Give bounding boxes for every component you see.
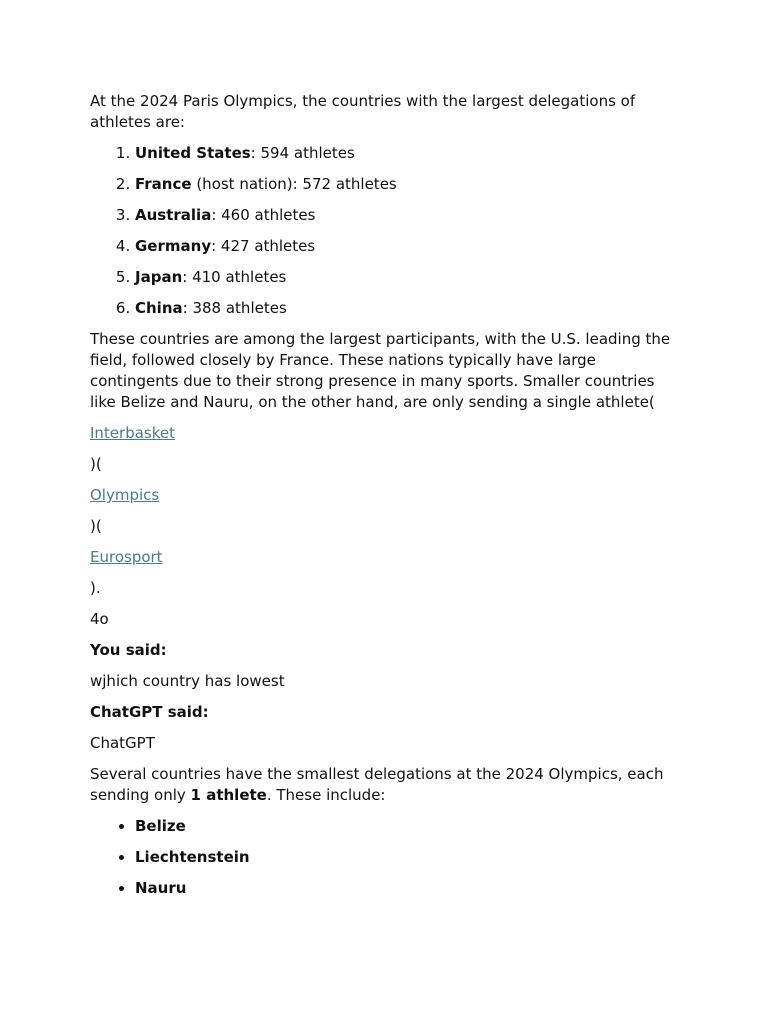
country-detail: (host nation): 572 athletes (191, 175, 397, 193)
country-name: Germany (135, 237, 212, 255)
user-message: wjhich country has lowest (90, 672, 285, 690)
source-separator: ). (90, 579, 101, 597)
assistant-heading: ChatGPT said: (90, 703, 209, 721)
source-link-olympics[interactable]: Olympics (90, 486, 160, 504)
answer-emphasis: 1 athlete (190, 786, 267, 804)
source-link-interbasket[interactable]: Interbasket (90, 424, 175, 442)
country-name: Australia (135, 206, 212, 224)
list-item (135, 267, 680, 288)
list-item (135, 143, 680, 164)
country-detail: : 410 athletes (182, 268, 287, 286)
list-item (135, 205, 680, 226)
country-name: Japan (135, 268, 183, 286)
country-name: France (135, 175, 192, 193)
country-name: Liechtenstein (135, 848, 250, 866)
country-detail: : 388 athletes (182, 299, 287, 317)
country-detail: : 427 athletes (211, 237, 316, 255)
country-name: Nauru (135, 879, 187, 897)
list-item (135, 174, 680, 195)
user-heading: You said: (90, 641, 167, 659)
intro-paragraph: At the 2024 Paris Olympics, the countries with the largest delegations of athletes are: (90, 92, 636, 131)
country-detail: : 594 athletes (250, 144, 355, 162)
source-link-eurosport[interactable]: Eurosport (90, 548, 163, 566)
country-detail: : 460 athletes (211, 206, 316, 224)
smallest-delegations-list (90, 816, 680, 899)
list-item (135, 816, 680, 837)
list-item (135, 878, 680, 899)
list-item (135, 847, 680, 868)
model-tag: 4o (90, 610, 109, 628)
country-name: Belize (135, 817, 186, 835)
country-name: China (135, 299, 183, 317)
source-separator: )( (90, 455, 102, 473)
largest-delegations-list (90, 143, 680, 319)
assistant-name: ChatGPT (90, 734, 155, 752)
answer-paragraph: Several countries have the smallest delegations at the 2024 Olympics, each sending only 1 athlete. These include: (90, 765, 664, 804)
list-item (135, 298, 680, 319)
source-separator: )( (90, 517, 102, 535)
list-item (135, 236, 680, 257)
country-name: United States (135, 144, 251, 162)
summary-paragraph: These countries are among the largest participants, with the U.S. leading the field, followed closely by France. These nations typically have large contingents due to their strong presence in many sports. Smaller countries like Belize and Nauru, on the other hand, are only sending a single athlete( (90, 330, 671, 411)
